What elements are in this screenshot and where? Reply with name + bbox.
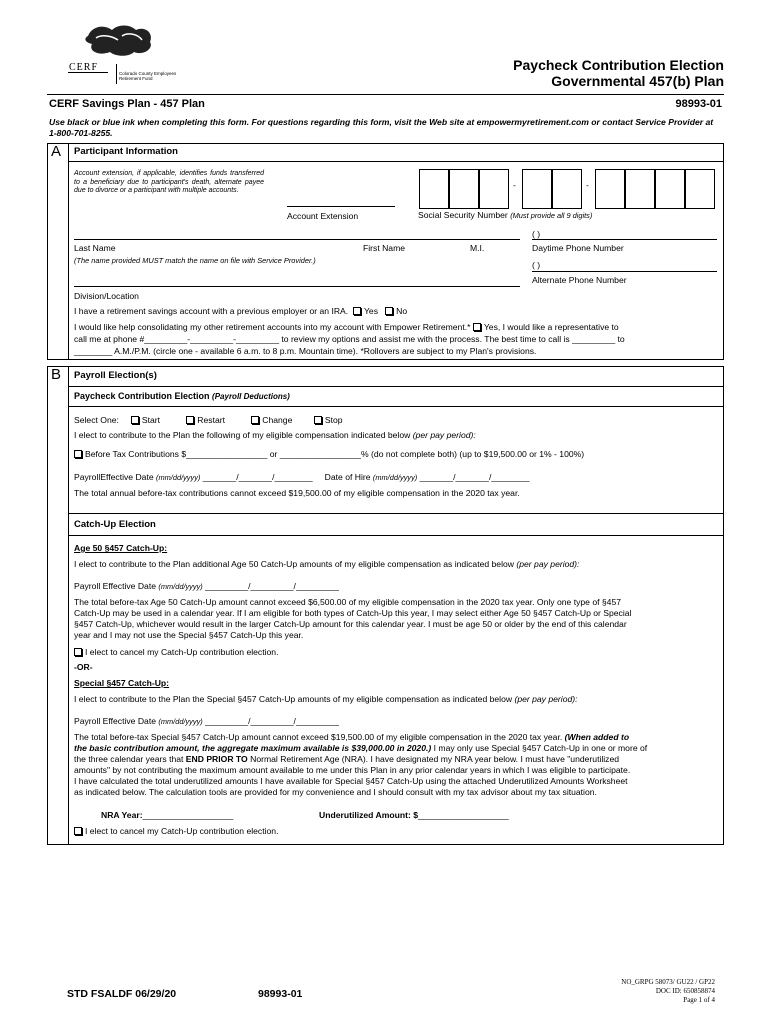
- footer-doc-id: DOC ID: 650858874: [655, 987, 715, 995]
- age50-paragraph: The total before-tax Age 50 Catch-Up amount cannot exceed $6,500.00 of my eligible compensation in the 2020 tax year. Only one type of §457 Catch-Up may be used in a calendar year. If I am eligible for both types of Catch-Up this year, I may select either Age 50 §457 Catch-Up or Special §457 Catch-Up, whichever would result in the larger Catch-Up amount for this calendar year. I must be age 50 or older by the end of this calendar year and I may not use the Special §457 Catch-Up this year.: [74, 597, 632, 640]
- ssn-label: Social Security Number (Must provide all 9 digits): [418, 210, 593, 220]
- age50-effective-row: Payroll Effective Date (mm/dd/yyyy) _________/_________/_________: [74, 581, 339, 591]
- name-note: (The name provided MUST match the name on file with Service Provider.): [74, 256, 316, 265]
- catchup-title: Catch-Up Election: [74, 519, 156, 530]
- consolidate-line-2: call me at phone #_________-_________-_________ to review my options and assist me with the process. The best time to call is _________ to: [74, 334, 625, 344]
- form-subtitle: Governmental 457(b) Plan: [551, 73, 724, 89]
- ssn-digit-5[interactable]: [552, 169, 582, 209]
- special-elect-text: I elect to contribute to the Plan the Special §457 Catch-Up amounts of my eligible compensation as indicated below (per pay period):: [74, 694, 578, 704]
- stop-checkbox[interactable]: [314, 416, 322, 424]
- section-b-title: Payroll Election(s): [74, 370, 157, 381]
- alt-phone-paren: ( ): [532, 260, 541, 270]
- special-cancel-checkbox[interactable]: [74, 827, 82, 835]
- logo-subtext: Colorado County Employees Retirement Fund: [119, 71, 177, 81]
- annual-limit-text: The total annual before-tax contributions cannot exceed $19,500.00 of my eligible compensation in the 2020 tax year.: [74, 488, 520, 498]
- footer-std: STD FSALDF 06/29/20: [67, 988, 177, 1000]
- section-a-letter: A: [51, 143, 62, 160]
- ssn-digit-6[interactable]: [595, 169, 625, 209]
- ssn-digit-3[interactable]: [479, 169, 509, 209]
- special-title: Special §457 Catch-Up:: [74, 678, 170, 688]
- form-title: Paycheck Contribution Election: [513, 57, 724, 73]
- footer-code: NO_GRPG 58073/ GU22 / GP22: [621, 978, 715, 986]
- day-phone-label: Daytime Phone Number: [532, 243, 624, 253]
- before-tax-checkbox[interactable]: [74, 450, 82, 458]
- logo-text: CERF: [69, 62, 99, 73]
- special-paragraph: The total before-tax Special §457 Catch-Up amount cannot exceed $19,500.00 of my eligible compensation in the 2020 tax year. (When added to the basic contribution amount, the aggregate maximum available is $39,000.00 in 2020.) I may only use Special §457 Catch-Up in one or more of the three calendar years that END PRIOR TO Normal Retirement Age (NRA). I have designated my NRA year below. I must have "underutilized amounts" by not contributing the maximum amount available to me under this Plan in any prior calendar years in which I was eligible to participate. I have calculated the total underutilized amounts I have available for Special §457 Catch-Up using the attached Underutilized Amounts Worksheet as indicated below. The calculation tools are provided for my convenience and I should consult with my tax advisor about my tax situation.: [74, 732, 648, 797]
- change-checkbox[interactable]: [251, 416, 259, 424]
- select-one-row: Select One: Start Restart Change Stop: [74, 415, 343, 425]
- seal-logo: [82, 22, 157, 58]
- age50-elect-text: I elect to contribute to the Plan additional Age 50 Catch-Up amounts of my eligible compensation as indicated below (per pay period):: [74, 559, 580, 569]
- payroll-effective-row: PayrollEffective Date (mm/dd/yyyy) _______/_______/________ Date of Hire (mm/dd/yyyy) _______/_______/________: [74, 472, 530, 482]
- underutilized-row: Underutilized Amount: $___________________: [319, 810, 509, 820]
- or-label: -OR-: [74, 662, 93, 672]
- age50-cancel-row: I elect to cancel my Catch-Up contribution election.: [74, 647, 278, 658]
- division-label: Division/Location: [74, 291, 139, 301]
- consolidate-line-3: ________ A.M./P.M. (circle one - available 6 a.m. to 8 p.m. Mountain time). *Rollovers are subject to my Plan's provisions.: [74, 346, 537, 356]
- ira-yes-checkbox[interactable]: [353, 307, 361, 315]
- footer-number: 98993-01: [258, 988, 303, 1000]
- ssn-digit-9[interactable]: [685, 169, 715, 209]
- special-cancel-row: I elect to cancel my Catch-Up contribution election.: [74, 826, 278, 837]
- consolidate-yes-checkbox[interactable]: [473, 323, 481, 331]
- section-b-letter: B: [51, 366, 62, 383]
- day-phone-paren: ( ): [532, 229, 541, 239]
- ssn-digit-8[interactable]: [655, 169, 685, 209]
- footer-page: Page 1 of 4: [683, 996, 715, 1004]
- ssn-digit-4[interactable]: [522, 169, 552, 209]
- restart-checkbox[interactable]: [186, 416, 194, 424]
- paycheck-election-title: Paycheck Contribution Election (Payroll Deductions): [74, 391, 290, 401]
- ssn-digit-7[interactable]: [625, 169, 655, 209]
- plan-name: CERF Savings Plan - 457 Plan: [49, 98, 205, 110]
- first-name-label: First Name: [363, 243, 406, 253]
- age50-title: Age 50 §457 Catch-Up:: [74, 543, 168, 553]
- section-a-title: Participant Information: [74, 146, 178, 157]
- elect-contribute-text: I elect to contribute to the Plan the following of my eligible compensation indicated below (per pay period):: [74, 430, 476, 440]
- consolidate-line-1: I would like help consolidating my other retirement accounts into my account with Empower Retirement.* Yes, I would like a representative to: [74, 322, 619, 332]
- alt-phone-label: Alternate Phone Number: [532, 275, 627, 285]
- account-extension-note: Account extension, if applicable, identifies funds transferred to a beneficiary due to participant's death, alternate payee due to divorce or a participant with multiple accounts.: [74, 170, 264, 194]
- account-extension-label: Account Extension: [287, 211, 359, 221]
- special-effective-row: Payroll Effective Date (mm/dd/yyyy) _________/_________/_________: [74, 716, 339, 726]
- start-checkbox[interactable]: [131, 416, 139, 424]
- plan-number: 98993-01: [675, 98, 722, 110]
- mi-label: M.I.: [470, 243, 485, 253]
- ssn-digit-1[interactable]: [419, 169, 449, 209]
- age50-cancel-checkbox[interactable]: [74, 648, 82, 656]
- last-name-label: Last Name: [74, 243, 116, 253]
- ira-no-checkbox[interactable]: [385, 307, 393, 315]
- instructions: Use black or blue ink when completing this form. For questions regarding this form, visit the Web site at empowermyretirement.com or contact Service Provider at 1-800-701-8255.: [49, 117, 714, 138]
- ssn-digit-2[interactable]: [449, 169, 479, 209]
- nra-year-row: NRA Year:___________________: [101, 810, 234, 820]
- before-tax-row: Before Tax Contributions $_________________ or _________________% (do not complete both) (up to $19,500.00 or 1% - 100%): [74, 449, 584, 460]
- ira-question: I have a retirement savings account with a previous employer or an IRA. Yes No: [74, 306, 408, 316]
